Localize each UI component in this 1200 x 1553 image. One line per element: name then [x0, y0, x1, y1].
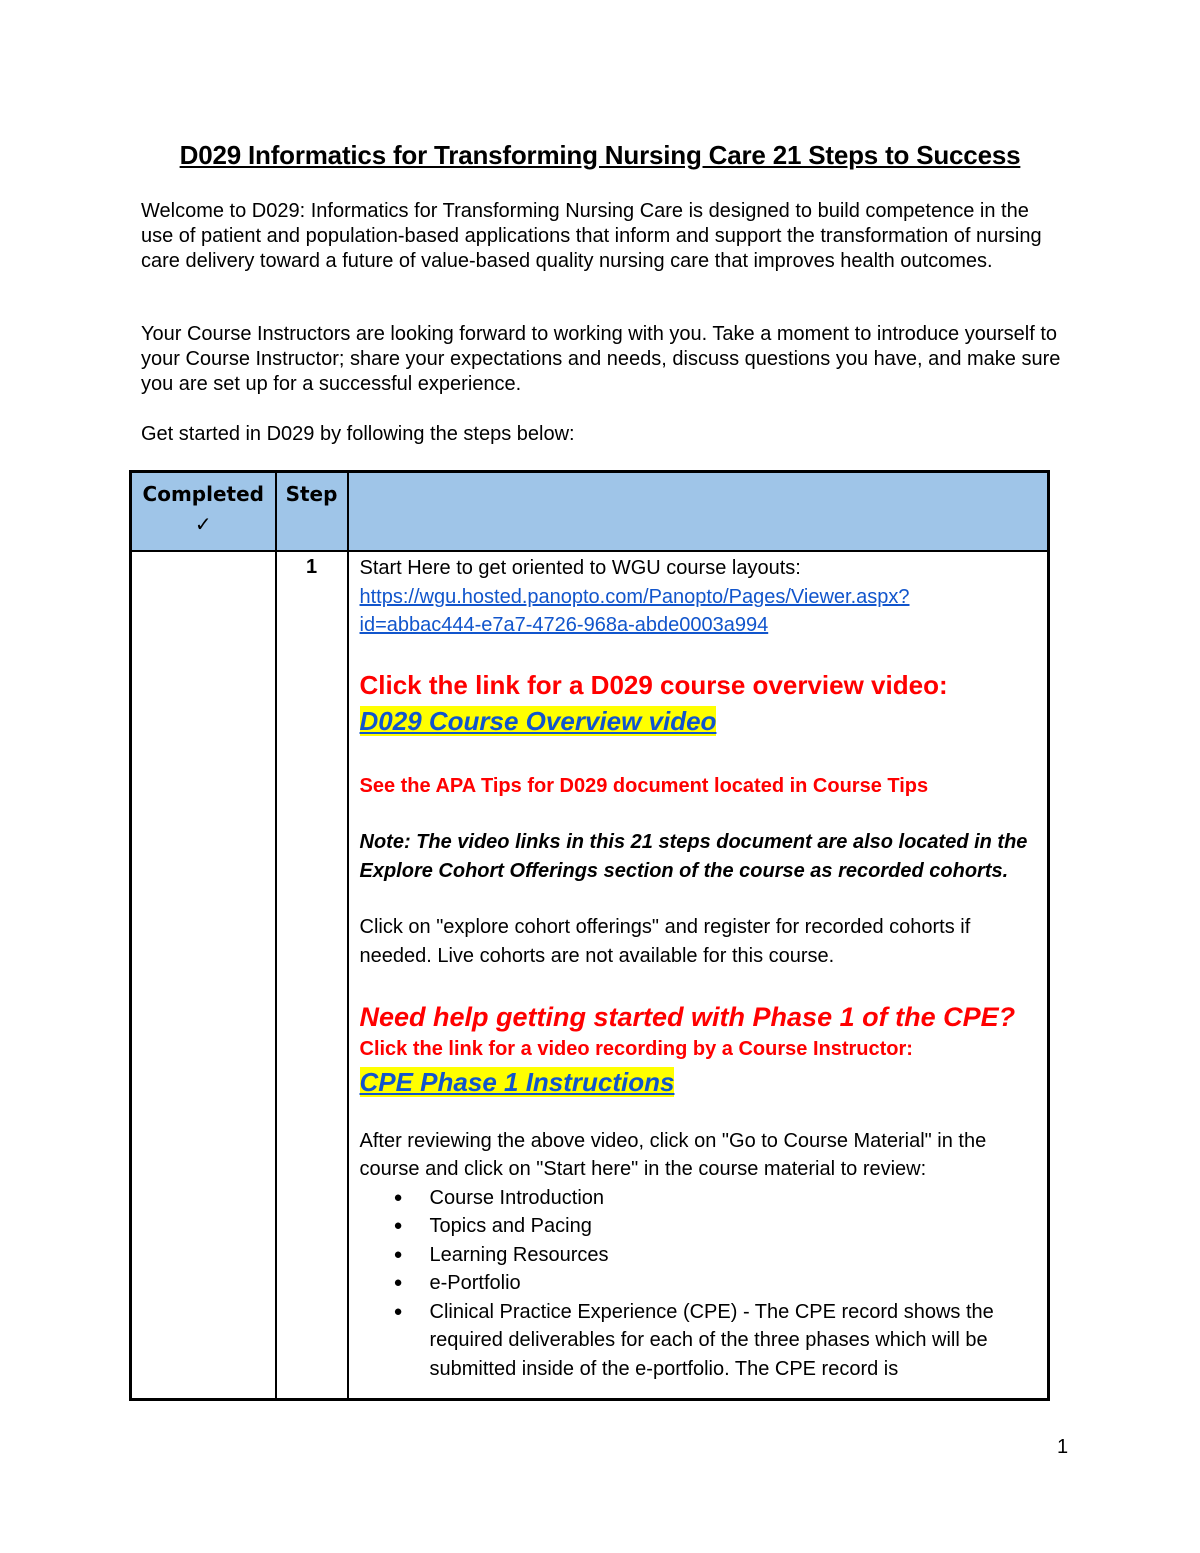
step-number-cell	[276, 551, 348, 1400]
cpe-subheading: Click the link for a video recording by a Course Instructor:	[359, 1038, 913, 1060]
list-item: ● Course Introduction	[430, 1184, 1038, 1213]
start-here-link-part1[interactable]: https://wgu.hosted.panopto.com/Panopto/Pages/Viewer.aspx?	[359, 585, 910, 608]
document-title: D029 Informatics for Transforming Nursing Care 21 Steps to Success	[179, 140, 1021, 170]
cpe-phase1-instructions-link[interactable]: CPE Phase 1 Instructions	[359, 1066, 675, 1097]
list-item: ● e-Portfolio	[430, 1269, 1038, 1298]
note-text: Note: The video links in this 21 steps document are also located in the Explore Cohort Offerings section of the course as recorded cohorts.	[359, 831, 1028, 882]
checkmark-icon: ✓	[194, 512, 212, 536]
intro-paragraph-instructors: Your Course Instructors are looking forward to working with you. Take a moment to introduce yourself to your Course Instructor; share your expectations and needs, discuss questions you have, and make sure you are set up for a successful experience.	[141, 323, 1061, 395]
overview-heading: Click the link for a D029 course overview video:	[359, 669, 948, 700]
table-header-row	[131, 472, 1049, 552]
cpe-heading: Need help getting started with Phase 1 of the CPE?	[359, 1002, 1016, 1032]
header-description	[348, 472, 1049, 552]
list-item: ● Clinical Practice Experience (CPE) - The CPE record shows the required deliverables for each of the three phases which will be submitted inside of the e-portfolio. The CPE record is	[430, 1298, 1038, 1384]
intro-paragraph-get-started: Get started in D029 by following the steps below:	[141, 423, 575, 445]
table-row	[131, 551, 1049, 1400]
apa-tips-text: See the APA Tips for D029 document located in Course Tips	[359, 774, 929, 797]
step-content-cell	[348, 551, 1049, 1400]
completed-cell[interactable]	[131, 551, 276, 1400]
explore-cohorts-text: Click on "explore cohort offerings" and register for recorded cohorts if needed. Live cohorts are not available for this course.	[359, 916, 971, 967]
start-here-link-part2[interactable]: id=abbac444-e7a7-4726-968a-abde0003a994	[359, 614, 769, 636]
steps-table	[129, 470, 1050, 1401]
header-step-label: Step	[285, 482, 338, 506]
header-step	[276, 472, 348, 552]
step-number: 1	[305, 556, 318, 578]
header-completed	[131, 472, 276, 552]
course-material-list	[360, 1184, 1038, 1384]
course-overview-video-link[interactable]: D029 Course Overview video	[359, 705, 717, 736]
header-completed-label: Completed	[142, 482, 264, 506]
after-review-text: After reviewing the above video, click on "Go to Course Material" in the course and click on "Start here" in the course material to review:	[359, 1129, 987, 1180]
list-item: ● Learning Resources	[430, 1241, 1038, 1270]
intro-paragraph-welcome: Welcome to D029: Informatics for Transforming Nursing Care is designed to build competence in the use of patient and population-based applications that inform and support the transformation of nursing care delivery toward a future of value-based quality nursing care that improves health outcomes.	[141, 200, 1042, 272]
list-item: ● Topics and Pacing	[430, 1212, 1038, 1241]
page-number: 1	[1057, 1436, 1069, 1458]
start-here-text: Start Here to get oriented to WGU course layouts:	[359, 557, 801, 579]
